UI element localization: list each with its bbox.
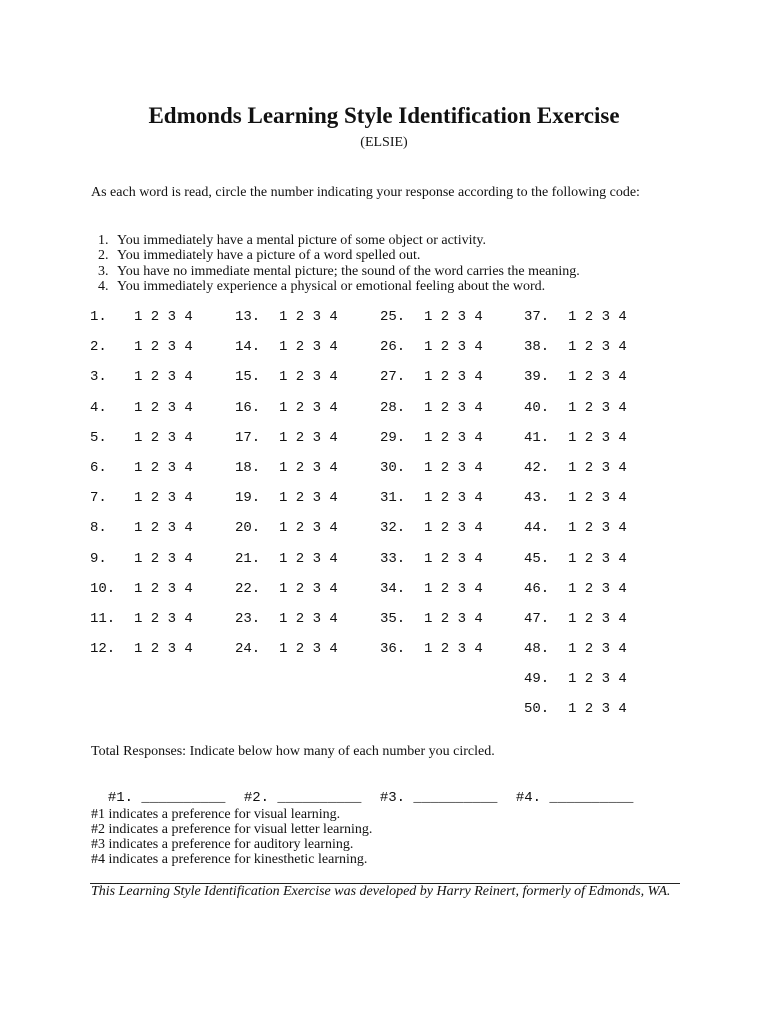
response-choices[interactable]: 1 2 3 4 (568, 429, 627, 446)
response-choices[interactable]: 1 2 3 4 (424, 369, 483, 386)
question-number: 5. (90, 429, 107, 446)
response-choices[interactable]: 1 2 3 4 (279, 641, 338, 658)
response-choices[interactable]: 1 2 3 4 (568, 550, 627, 567)
response-choices[interactable]: 1 2 3 4 (134, 550, 193, 567)
response-choices[interactable]: 1 2 3 4 (279, 520, 338, 537)
question-number: 50. (524, 701, 550, 718)
question-number: 30. (380, 459, 406, 476)
question-number: 33. (380, 550, 406, 567)
question-row (524, 369, 627, 399)
question-row (90, 490, 193, 520)
question-number: 46. (524, 580, 550, 597)
question-row (235, 551, 338, 581)
question-row (380, 339, 483, 369)
question-number: 1. (90, 309, 107, 325)
response-choices[interactable]: 1 2 3 4 (568, 520, 627, 537)
question-row (235, 460, 338, 490)
question-row (90, 611, 193, 641)
preference-key (91, 807, 372, 867)
response-choices[interactable]: 1 2 3 4 (424, 520, 483, 537)
total-field-3[interactable]: #3. __________ (379, 790, 498, 806)
question-number: 11. (90, 610, 116, 627)
code-item (98, 264, 580, 279)
question-number: 45. (524, 550, 550, 567)
question-row (524, 701, 627, 731)
question-number: 17. (235, 429, 261, 446)
response-choices[interactable]: 1 2 3 4 (279, 490, 338, 507)
question-number: 27. (380, 369, 406, 386)
response-choices[interactable]: 1 2 3 4 (424, 490, 483, 507)
response-choices[interactable]: 1 2 3 4 (279, 610, 338, 627)
question-row (235, 369, 338, 399)
question-column-1 (90, 309, 193, 671)
question-row (524, 339, 627, 369)
page-title: Edmonds Learning Style Identification Exercise (148, 103, 620, 128)
response-choices[interactable]: 1 2 3 4 (134, 429, 193, 446)
response-choices[interactable]: 1 2 3 4 (134, 459, 193, 476)
question-number: 19. (235, 490, 261, 507)
code-number: 3. (98, 263, 109, 279)
response-choices[interactable]: 1 2 3 4 (134, 580, 193, 597)
total-field-1[interactable]: #1. __________ (107, 790, 226, 806)
response-choices[interactable]: 1 2 3 4 (568, 399, 627, 416)
footnote: This Learning Style Identification Exercise was developed by Harry Reinert, formerly of Edmonds, WA. (91, 884, 671, 899)
response-choices[interactable]: 1 2 3 4 (568, 369, 627, 386)
response-choices[interactable]: 1 2 3 4 (568, 671, 627, 688)
question-row (235, 611, 338, 641)
question-number: 20. (235, 520, 261, 537)
question-number: 7. (90, 490, 107, 507)
code-text: You have no immediate mental picture; the sound of the word carries the meaning. (117, 263, 580, 279)
instructions-text: As each word is read, circle the number indicating your response according to the following code: (91, 185, 640, 200)
question-number: 4. (90, 399, 107, 416)
question-number: 24. (235, 641, 261, 658)
question-row (380, 641, 483, 671)
question-row (524, 611, 627, 641)
question-number: 2. (90, 339, 107, 356)
question-number: 22. (235, 580, 261, 597)
response-choices[interactable]: 1 2 3 4 (424, 459, 483, 476)
question-row (380, 551, 483, 581)
question-row (380, 460, 483, 490)
question-number: 26. (380, 339, 406, 356)
question-row (380, 581, 483, 611)
code-item (98, 248, 580, 263)
response-choices[interactable]: 1 2 3 4 (424, 429, 483, 446)
question-number: 41. (524, 429, 550, 446)
question-number: 43. (524, 490, 550, 507)
response-code-list (98, 233, 580, 294)
code-text: You immediately have a mental picture of some object or activity. (117, 233, 486, 248)
response-choices[interactable]: 1 2 3 4 (568, 641, 627, 658)
response-choices[interactable]: 1 2 3 4 (424, 309, 483, 325)
question-number: 48. (524, 641, 550, 658)
total-field-2[interactable]: #2. __________ (243, 790, 362, 806)
response-choices[interactable]: 1 2 3 4 (568, 309, 627, 325)
question-column-3 (380, 309, 483, 671)
code-number: 2. (98, 248, 109, 264)
response-choices[interactable]: 1 2 3 4 (134, 399, 193, 416)
question-number: 25. (380, 309, 406, 325)
response-choices[interactable]: 1 2 3 4 (568, 610, 627, 627)
total-field-4[interactable]: #4. __________ (515, 790, 634, 806)
response-choices[interactable]: 1 2 3 4 (279, 550, 338, 567)
question-number: 14. (235, 339, 261, 356)
total-responses-label: Total Responses: Indicate below how many of each number you circled. (91, 744, 495, 759)
response-choices[interactable]: 1 2 3 4 (568, 580, 627, 597)
question-row (90, 339, 193, 369)
question-number: 23. (235, 610, 261, 627)
preference-line: #4 indicates a preference for kinesthetic learning. (91, 852, 368, 867)
question-row (90, 581, 193, 611)
question-number: 39. (524, 369, 550, 386)
response-choices[interactable]: 1 2 3 4 (424, 550, 483, 567)
code-item (98, 233, 580, 248)
question-row (235, 520, 338, 550)
page-subtitle: (ELSIE) (360, 135, 408, 150)
response-choices[interactable]: 1 2 3 4 (279, 399, 338, 416)
question-row (380, 400, 483, 430)
question-number: 47. (524, 610, 550, 627)
question-number: 40. (524, 399, 550, 416)
response-choices[interactable]: 1 2 3 4 (424, 580, 483, 597)
response-choices[interactable]: 1 2 3 4 (279, 369, 338, 386)
question-row (524, 581, 627, 611)
preference-line: #2 indicates a preference for visual letter learning. (91, 822, 373, 837)
question-row (235, 339, 338, 369)
response-choices[interactable]: 1 2 3 4 (424, 339, 483, 356)
question-number: 37. (524, 309, 550, 325)
question-number: 15. (235, 369, 261, 386)
question-row (380, 430, 483, 460)
preference-line: #1 indicates a preference for visual learning. (91, 807, 341, 822)
question-row (235, 641, 338, 671)
response-choices[interactable]: 1 2 3 4 (134, 309, 193, 325)
response-choices[interactable]: 1 2 3 4 (568, 459, 627, 476)
question-number: 8. (90, 520, 107, 537)
question-row (524, 551, 627, 581)
question-row (524, 309, 627, 339)
response-choices[interactable]: 1 2 3 4 (134, 520, 193, 537)
question-row (380, 611, 483, 641)
response-choices[interactable]: 1 2 3 4 (424, 399, 483, 416)
question-number: 9. (90, 550, 107, 567)
totals-row (91, 774, 652, 806)
question-number: 44. (524, 520, 550, 537)
preference-line: #3 indicates a preference for auditory learning. (91, 837, 354, 852)
question-row (90, 551, 193, 581)
question-row (90, 641, 193, 671)
response-choices[interactable]: 1 2 3 4 (134, 490, 193, 507)
question-row (235, 309, 338, 339)
response-choices[interactable]: 1 2 3 4 (568, 339, 627, 356)
question-row (235, 581, 338, 611)
response-choices[interactable]: 1 2 3 4 (424, 610, 483, 627)
question-row (235, 430, 338, 460)
question-number: 42. (524, 459, 550, 476)
question-number: 34. (380, 580, 406, 597)
response-choices[interactable]: 1 2 3 4 (424, 641, 483, 658)
question-number: 28. (380, 399, 406, 416)
response-choices[interactable]: 1 2 3 4 (279, 429, 338, 446)
question-row (90, 369, 193, 399)
question-row (90, 520, 193, 550)
question-row (380, 309, 483, 339)
question-row (90, 309, 193, 339)
question-number: 21. (235, 550, 261, 567)
question-number: 10. (90, 580, 116, 597)
question-number: 31. (380, 490, 406, 507)
question-number: 18. (235, 459, 261, 476)
response-choices[interactable]: 1 2 3 4 (568, 490, 627, 507)
question-row (235, 400, 338, 430)
response-choices[interactable]: 1 2 3 4 (279, 580, 338, 597)
question-row (524, 490, 627, 520)
code-number: 4. (98, 278, 109, 294)
question-row (524, 520, 627, 550)
question-number: 13. (235, 309, 261, 325)
question-row (524, 460, 627, 490)
question-row (524, 430, 627, 460)
question-row (524, 400, 627, 430)
response-choices[interactable]: 1 2 3 4 (279, 309, 338, 325)
question-row (380, 490, 483, 520)
question-number: 3. (90, 369, 107, 386)
code-text: You immediately have a picture of a word spelled out. (117, 248, 421, 264)
question-row (90, 400, 193, 430)
response-choices[interactable]: 1 2 3 4 (279, 459, 338, 476)
question-number: 49. (524, 671, 550, 688)
question-number: 36. (380, 641, 406, 658)
response-choices[interactable]: 1 2 3 4 (134, 369, 193, 386)
question-row (235, 490, 338, 520)
response-choices[interactable]: 1 2 3 4 (279, 339, 338, 356)
question-number: 6. (90, 459, 107, 476)
question-row (380, 369, 483, 399)
code-item (98, 279, 580, 294)
question-number: 32. (380, 520, 406, 537)
response-choices[interactable]: 1 2 3 4 (134, 641, 193, 658)
code-number: 1. (98, 233, 109, 248)
question-number: 38. (524, 339, 550, 356)
question-number: 35. (380, 610, 406, 627)
question-row (380, 520, 483, 550)
question-row (524, 641, 627, 671)
question-column-4 (524, 309, 627, 732)
question-row (90, 460, 193, 490)
question-number: 16. (235, 399, 261, 416)
question-number: 12. (90, 641, 116, 658)
response-choices[interactable]: 1 2 3 4 (134, 610, 193, 627)
response-choices[interactable]: 1 2 3 4 (568, 701, 627, 718)
question-column-2 (235, 309, 338, 671)
response-choices[interactable]: 1 2 3 4 (134, 339, 193, 356)
question-row (524, 671, 627, 701)
question-number: 29. (380, 429, 406, 446)
question-row (90, 430, 193, 460)
code-text: You immediately experience a physical or emotional feeling about the word. (117, 278, 546, 294)
